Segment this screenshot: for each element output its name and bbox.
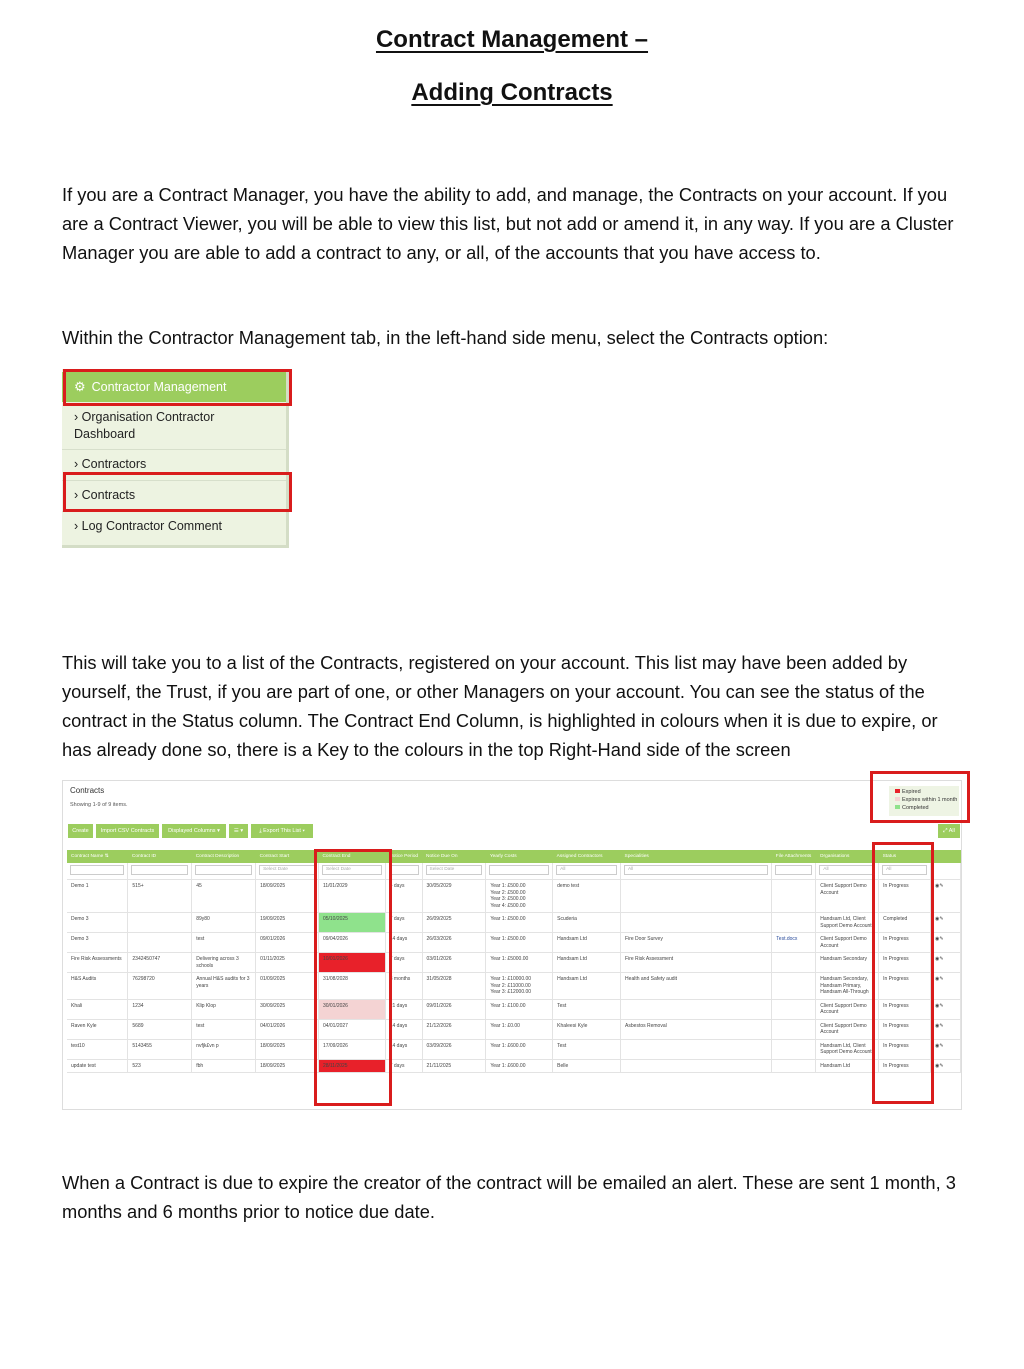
table-cell	[772, 1039, 816, 1059]
table-cell: 19/09/2025	[256, 913, 319, 933]
create-button[interactable]: Create	[68, 824, 93, 838]
filter-input[interactable]: All	[556, 865, 617, 875]
filter-cell	[486, 863, 553, 880]
table-cell: nvfjk£vn p	[192, 1039, 256, 1059]
table-cell: Year 1: £600.00	[486, 1039, 553, 1059]
table-cell	[772, 913, 816, 933]
table-cell: Handsam Ltd	[816, 1059, 879, 1073]
table-row	[67, 999, 961, 1019]
legend-label: Completed	[902, 805, 929, 811]
chevron-right-icon: ›	[74, 519, 79, 533]
table-cell	[621, 913, 772, 933]
table-cell: In Progress	[879, 1039, 931, 1059]
column-header[interactable]: Notice Period	[385, 850, 422, 863]
table-cell: Year 1: £5000.00	[486, 953, 553, 973]
table-cell: Test	[553, 999, 621, 1019]
table-cell: Fire Risk Assessments	[67, 953, 128, 973]
table-cell: Client Support Demo Account	[816, 1019, 879, 1039]
filter-cell	[930, 863, 960, 880]
displayed-columns-button[interactable]: Displayed Columns ▾	[162, 824, 226, 838]
row-actions	[930, 1059, 960, 1073]
table-cell	[772, 880, 816, 913]
view-eye-icon[interactable]: ◉	[934, 936, 940, 942]
table-cell: Scuderia	[553, 913, 621, 933]
filter-input[interactable]	[70, 865, 124, 875]
filter-input[interactable]	[775, 865, 812, 875]
table-cell: 76298720	[128, 973, 192, 1000]
chevron-right-icon: ›	[74, 488, 79, 502]
legend-label: Expired	[902, 789, 921, 795]
table-row	[67, 973, 961, 1000]
table-cell: Handsam Ltd, Client Support Demo Account	[816, 1039, 879, 1059]
table-cell: 18/09/2025	[256, 1039, 319, 1059]
table-cell: 09/04/2026	[318, 933, 385, 953]
table-cell: In Progress	[879, 999, 931, 1019]
table-cell: 09/01/2026	[422, 999, 486, 1019]
table-cell: Klip Klop	[192, 999, 256, 1019]
table-cell: Fire Door Survey	[621, 933, 772, 953]
table-cell: 11/01/2029	[318, 880, 385, 913]
table-cell: 5143455	[128, 1039, 192, 1059]
column-header[interactable]: Contract ID	[128, 850, 192, 863]
edit-pencil-icon[interactable]: ✎	[939, 883, 944, 889]
table-cell: 7 days	[385, 953, 422, 973]
menu-item-contractors[interactable]	[74, 456, 146, 473]
doc-title-line2: Adding Contracts	[411, 79, 613, 106]
highlight-box-status-column	[872, 842, 934, 1104]
table-cell: Asbestos Removal	[621, 1019, 772, 1039]
highlight-box-menu-header	[63, 369, 292, 406]
table-cell: 18/09/2025	[256, 1059, 319, 1073]
menu-item-log-contractor-comment[interactable]	[74, 518, 222, 535]
table-cell: 14 days	[385, 1039, 422, 1059]
table-cell: Delivering across 3 schools	[192, 953, 256, 973]
row-actions	[930, 880, 960, 913]
table-cell: Completed	[879, 913, 931, 933]
column-header[interactable]: Contract Name ⇅	[67, 850, 128, 863]
table-cell: 7 days	[385, 1059, 422, 1073]
table-cell: Khali	[67, 999, 128, 1019]
view-eye-icon[interactable]: ◉	[934, 916, 940, 922]
table-cell: 26/03/2026	[422, 933, 486, 953]
table-cell: 01/11/2025	[256, 953, 319, 973]
doc-title-line1: Contract Management –	[375, 26, 649, 53]
table-row	[67, 1039, 961, 1059]
table-cell: 28/11/2025	[318, 1059, 385, 1073]
menu-item-label: Organisation Contractor Dashboard	[74, 410, 215, 441]
table-cell: test	[192, 933, 256, 953]
edit-pencil-icon[interactable]: ✎	[939, 916, 944, 922]
column-header[interactable]: Contract Description	[192, 850, 256, 863]
table-cell: Year 1: £600.00	[486, 1059, 553, 1073]
table-cell	[128, 933, 192, 953]
table-cell: Test.docx	[772, 933, 816, 953]
menu-header-label: Contractor Management	[91, 380, 227, 394]
chevron-right-icon: ›	[74, 410, 79, 424]
table-cell: fbh	[192, 1059, 256, 1073]
table-cell: Demo 3	[67, 933, 128, 953]
table-cell: 04/01/2026	[256, 1019, 319, 1039]
table-cell	[772, 973, 816, 1000]
table-cell: 05/10/2025	[318, 913, 385, 933]
intro-paragraph: If you are a Contract Manager, you have the ability to add, and manage, the Contracts on your account. If you are a Contract Viewer, you will be able to view this list, but not add or amend it, in any way. If you are a Cluster Manager you are able to add a contract to any, or all, of the accounts that you have access to.	[62, 184, 954, 263]
highlight-box-contract-end-column	[314, 849, 392, 1106]
filter-cell	[621, 863, 772, 880]
table-cell	[621, 999, 772, 1019]
table-row	[67, 1059, 961, 1073]
table-cell	[772, 1019, 816, 1039]
column-header[interactable]: Contract End	[318, 850, 385, 863]
table-cell: 10/01/2026	[318, 953, 385, 973]
expiry-alert-paragraph: When a Contract is due to expire the creator of the contract will be emailed an alert. These are sent 1 month, 3 months and 6 months prior to notice due date.	[62, 1172, 956, 1222]
row-actions	[930, 973, 960, 1000]
table-cell: update test	[67, 1059, 128, 1073]
table-cell: Year 1: £500.00	[486, 933, 553, 953]
table-cell: Year 1: £100.00	[486, 999, 553, 1019]
contracts-list-screenshot	[62, 780, 962, 1110]
filter-cell	[816, 863, 879, 880]
table-row	[67, 880, 961, 913]
filter-cell	[67, 863, 128, 880]
table-cell: In Progress	[879, 880, 931, 913]
table-cell: 14 days	[385, 1019, 422, 1039]
table-cell: Handsam Ltd	[553, 933, 621, 953]
filter-cell	[772, 863, 816, 880]
user-gear-icon: ⚙	[74, 379, 86, 394]
table-cell: In Progress	[879, 953, 931, 973]
column-header[interactable]	[930, 850, 960, 863]
items-count: Showing 1-9 of 9 items.	[70, 802, 128, 808]
row-actions	[930, 1019, 960, 1039]
table-cell: 30/09/2025	[256, 999, 319, 1019]
filter-row	[67, 863, 961, 880]
highlight-box-legend	[870, 771, 970, 823]
table-cell: Year 1: £500.00	[486, 913, 553, 933]
menu-instruction-paragraph: Within the Contractor Management tab, in the left-hand side menu, select the Contracts option:	[62, 327, 829, 348]
table-cell	[772, 1059, 816, 1073]
table-cell: 03/09/2026	[422, 1039, 486, 1059]
edit-pencil-icon[interactable]: ✎	[939, 956, 944, 962]
filter-input[interactable]	[389, 865, 419, 875]
table-row	[67, 933, 961, 953]
edit-pencil-icon[interactable]: ✎	[939, 1062, 944, 1069]
table-cell: 18/09/2025	[256, 880, 319, 913]
table-row	[67, 913, 961, 933]
filter-input[interactable]: All	[624, 865, 768, 875]
table-cell: Year 1: £0.00	[486, 1019, 553, 1039]
chevron-right-icon: ›	[74, 457, 79, 471]
table-cell: Handsam Ltd	[553, 973, 621, 1000]
table-cell: test10	[67, 1039, 128, 1059]
filter-input[interactable]: Select Date	[322, 865, 382, 875]
table-cell: In Progress	[879, 1059, 931, 1073]
table-cell: 01/09/2025	[256, 973, 319, 1000]
menu-item-label: Log Contractor Comment	[81, 519, 222, 533]
export-list-button[interactable]: ⤓ Export This List ▾	[251, 824, 313, 838]
filter-cell	[192, 863, 256, 880]
table-cell: 31/05/2028	[422, 973, 486, 1000]
table-cell: 14 days	[385, 933, 422, 953]
view-eye-icon[interactable]: ◉	[934, 1002, 940, 1009]
view-eye-icon[interactable]: ◉	[934, 956, 940, 962]
table-cell	[621, 1059, 772, 1073]
table-cell: Client Support Demo Account	[816, 999, 879, 1019]
table-cell: Client Support Demo Account	[816, 933, 879, 953]
table-cell: Handsam Secondary, Handsam Primary, Handsam All-Through	[816, 973, 879, 1000]
view-eye-icon[interactable]: ◉	[934, 883, 940, 889]
table-cell	[621, 1039, 772, 1059]
table-row	[67, 953, 961, 973]
table-cell: 5689	[128, 1019, 192, 1039]
row-actions	[930, 1039, 960, 1059]
row-actions	[930, 933, 960, 953]
filter-input[interactable]	[131, 865, 188, 875]
highlight-box-contracts	[63, 472, 292, 512]
table-cell: 03/01/2026	[422, 953, 486, 973]
table-cell: Test	[553, 1039, 621, 1059]
table-cell: In Progress	[879, 973, 931, 1000]
legend-label: Expires within 1 month	[902, 797, 958, 803]
filter-cell	[256, 863, 319, 880]
table-cell: 523	[128, 1059, 192, 1073]
table-cell: In Progress	[879, 933, 931, 953]
edit-pencil-icon[interactable]: ✎	[939, 1022, 944, 1029]
table-cell: 30/05/2029	[422, 880, 486, 913]
table-cell	[128, 913, 192, 933]
table-cell: test	[192, 1019, 256, 1039]
contracts-list-paragraph: This will take you to a list of the Contracts, registered on your account. This list may have been added by yourself, the Trust, if you are part of one, or other Managers on your account. You can see the status of the contract in the Status column. The Contract End Column, is highlighted in colours when it is due to expire, or has already done so, there is a Key to the colours in the top Right-Hand side of the screen	[62, 652, 938, 760]
filter-input[interactable]: Select Date	[259, 865, 315, 875]
table-cell: 21/12/2026	[422, 1019, 486, 1039]
table-cell: 31/08/2028	[318, 973, 385, 1000]
table-cell: 1234	[128, 999, 192, 1019]
table-cell: Belle	[553, 1059, 621, 1073]
view-eye-icon[interactable]: ◉	[934, 1062, 940, 1069]
filter-cell	[128, 863, 192, 880]
table-cell: 4 days	[385, 880, 422, 913]
table-cell: 7 days	[385, 913, 422, 933]
edit-pencil-icon[interactable]: ✎	[939, 1002, 944, 1009]
table-cell: 21/11/2025	[422, 1059, 486, 1073]
column-header[interactable]: Notice Due On	[422, 850, 486, 863]
table-cell: H&S Audits	[67, 973, 128, 1000]
table-cell: Handsam Ltd	[553, 953, 621, 973]
table-cell: Year 1: £10000.00 Year 2: £11000.00 Year 3: £12000.00	[486, 973, 553, 1000]
menu-item-label: Contracts	[81, 488, 136, 502]
menu-item-organisation-dashboard[interactable]	[74, 409, 234, 443]
view-eye-icon[interactable]: ◉	[934, 976, 940, 982]
table-cell	[772, 953, 816, 973]
column-header[interactable]: Yearly Costs	[486, 850, 553, 863]
table-cell: 04/01/2027	[318, 1019, 385, 1039]
table-cell: Khaleesi Kyle	[553, 1019, 621, 1039]
row-actions	[930, 999, 960, 1019]
edit-pencil-icon[interactable]: ✎	[939, 1042, 944, 1049]
filter-cell	[553, 863, 621, 880]
filter-cell	[422, 863, 486, 880]
table-cell: Annual H&S audits for 3 years	[192, 973, 256, 1000]
column-header[interactable]: Specialities	[621, 850, 772, 863]
table-cell: Handsam Secondary	[816, 953, 879, 973]
edit-pencil-icon[interactable]: ✎	[939, 936, 944, 942]
view-eye-icon[interactable]: ◉	[934, 1022, 940, 1029]
column-header[interactable]: Contract Start	[256, 850, 319, 863]
contracts-table	[67, 850, 961, 1073]
table-cell: In Progress	[879, 1019, 931, 1039]
expand-all-button[interactable]: ⤢ All	[938, 824, 960, 838]
table-cell: 89y80	[192, 913, 256, 933]
table-cell	[621, 880, 772, 913]
table-cell: 09/01/2026	[256, 933, 319, 953]
edit-pencil-icon[interactable]: ✎	[939, 976, 944, 982]
table-cell: 30/01/2026	[318, 999, 385, 1019]
table-cell: Client Support Demo Account	[816, 880, 879, 913]
table-cell: Fire Risk Assessment	[621, 953, 772, 973]
column-header[interactable]: Assigned Contractors	[553, 850, 621, 863]
table-cell: 17/09/2026	[318, 1039, 385, 1059]
column-header[interactable]: Organisations	[816, 850, 879, 863]
menu-dropdown-button[interactable]: ☰ ▾	[229, 824, 248, 838]
import-csv-button[interactable]: Import CSV Contracts	[96, 824, 159, 838]
table-row	[67, 1019, 961, 1039]
screenshot-heading: Contracts	[70, 786, 105, 795]
column-header[interactable]: Status	[879, 850, 931, 863]
row-actions	[930, 953, 960, 973]
table-cell: demo test	[553, 880, 621, 913]
filter-input[interactable]	[489, 865, 549, 875]
table-cell: Raven Kyle	[67, 1019, 128, 1039]
table-cell	[772, 999, 816, 1019]
table-cell: Demo 1	[67, 880, 128, 913]
table-cell: Health and Safety audit	[621, 973, 772, 1000]
row-actions	[930, 913, 960, 933]
filter-input[interactable]	[195, 865, 252, 875]
table-cell: 26/09/2025	[422, 913, 486, 933]
table-cell: 21 days	[385, 999, 422, 1019]
menu-item-label: Contractors	[81, 457, 147, 471]
filter-input[interactable]: Select Date	[426, 865, 483, 875]
filter-input[interactable]: All	[819, 865, 875, 875]
column-header[interactable]: File Attachments	[772, 850, 816, 863]
filter-input[interactable]: All	[882, 865, 927, 875]
table-cell: 515+	[128, 880, 192, 913]
view-eye-icon[interactable]: ◉	[934, 1042, 940, 1049]
table-cell: Year 1: £500.00 Year 2: £500.00 Year 3: £500.00 Year 4: £500.00	[486, 880, 553, 913]
table-cell: 45	[192, 880, 256, 913]
table-cell: 3 months	[385, 973, 422, 1000]
menu-divider	[62, 449, 286, 450]
table-cell: 2342450747	[128, 953, 192, 973]
table-cell: Demo 3	[67, 913, 128, 933]
table-cell: Handsam Ltd, Client Support Demo Account	[816, 913, 879, 933]
